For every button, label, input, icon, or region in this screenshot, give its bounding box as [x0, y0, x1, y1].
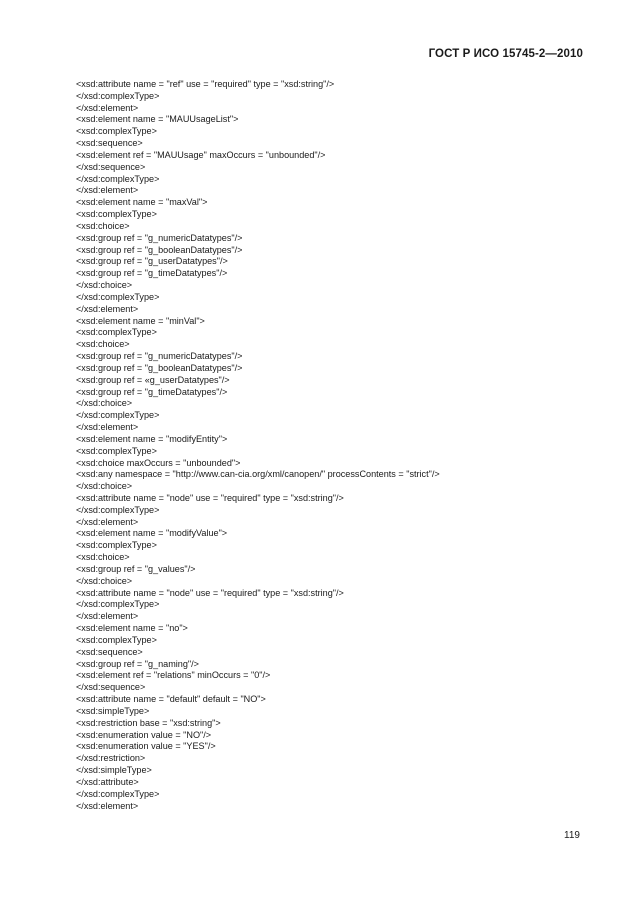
code-line: <xsd:choice> — [76, 339, 130, 350]
code-line: <xsd:sequence> — [76, 138, 143, 149]
code-line: </xsd:choice> — [76, 280, 133, 291]
code-line: <xsd:element name = "modifyEntity"> — [76, 433, 228, 444]
code-line: <xsd:attribute name = "ref" use = "required" type = "xsd:string"/> — [76, 79, 335, 89]
code-line: <xsd:group ref = "g_naming"/> — [76, 658, 199, 669]
code-line: <xsd:complexType> — [76, 209, 157, 220]
code-line: </xsd:element> — [76, 102, 139, 113]
code-line: <xsd:element name = "maxVal"> — [76, 197, 208, 208]
code-line: <xsd:complexType> — [76, 126, 157, 137]
code-line: <xsd:group ref = "g_userDatatypes"/> — [76, 256, 228, 267]
standard-header: ГОСТ Р ИСО 15745-2—2010 — [428, 48, 583, 60]
code-line: <xsd:any namespace = "http://www.can-cia.org/xml/canopen/" processContents = "strict"/> — [76, 469, 440, 480]
code-line: <xsd:choice> — [76, 552, 130, 563]
code-line: </xsd:sequence> — [76, 682, 146, 693]
code-line: </xsd:element> — [76, 303, 139, 314]
code-line: <xsd:element name = "no"> — [76, 623, 188, 634]
code-line: <xsd:group ref = "g_numericDatatypes"/> — [76, 351, 243, 362]
code-line: </xsd:complexType> — [76, 291, 160, 302]
code-line: <xsd:group ref = "g_timeDatatypes"/> — [76, 386, 228, 397]
code-line: </xsd:complexType> — [76, 504, 160, 515]
code-line: <xsd:group ref = «g_userDatatypes"/> — [76, 374, 230, 385]
code-line: <xsd:sequence> — [76, 646, 143, 657]
code-line: </xsd:choice> — [76, 398, 133, 409]
code-line: <xsd:complexType> — [76, 540, 157, 551]
code-line: <xsd:group ref = "g_numericDatatypes"/> — [76, 232, 243, 243]
code-line: <xsd:attribute name = "node" use = "required" type = "xsd:string"/> — [76, 492, 344, 503]
code-line: <xsd:group ref = "g_timeDatatypes"/> — [76, 268, 228, 279]
code-line: </xsd:complexType> — [76, 90, 160, 101]
code-line: </xsd:complexType> — [76, 599, 160, 610]
code-line: <xsd:group ref = "g_values"/> — [76, 563, 196, 574]
code-line: <xsd:simpleType> — [76, 705, 150, 716]
code-line: </xsd:complexType> — [76, 173, 160, 184]
code-line: <xsd:group ref = "g_booleanDatatypes"/> — [76, 244, 243, 255]
code-line: <xsd:element ref = "MAUUsage" maxOccurs = "unbounded"/> — [76, 149, 326, 160]
code-line: </xsd:element> — [76, 185, 139, 196]
code-line: </xsd:element> — [76, 800, 139, 811]
code-line: <xsd:element name = "modifyValue"> — [76, 528, 228, 539]
page-number: 119 — [564, 830, 580, 841]
code-line: <xsd:complexType> — [76, 445, 157, 456]
code-line: <xsd:complexType> — [76, 634, 157, 645]
code-line: </xsd:element> — [76, 611, 139, 622]
code-line: </xsd:attribute> — [76, 776, 139, 787]
code-line: <xsd:element name = "minVal"> — [76, 315, 205, 326]
code-line: </xsd:complexType> — [76, 410, 160, 421]
code-line: </xsd:element> — [76, 516, 139, 527]
code-line: </xsd:choice> — [76, 575, 133, 586]
code-line: <xsd:choice maxOccurs = "unbounded"> — [76, 457, 241, 468]
code-line: </xsd:complexType> — [76, 788, 160, 799]
code-line: <xsd:element name = "MAUUsageList"> — [76, 114, 239, 125]
code-line: <xsd:group ref = "g_booleanDatatypes"/> — [76, 362, 243, 373]
code-line: <xsd:restriction base = "xsd:string"> — [76, 717, 221, 728]
code-line: <xsd:attribute name = "node" use = "required" type = "xsd:string"/> — [76, 587, 344, 598]
code-line: </xsd:choice> — [76, 481, 133, 492]
code-line: <xsd:enumeration value = "NO"/> — [76, 729, 212, 740]
code-line: </xsd:element> — [76, 422, 139, 433]
code-line: <xsd:attribute name = "default" default = "NO"> — [76, 694, 266, 705]
code-line: <xsd:choice> — [76, 220, 130, 231]
code-line: <xsd:complexType> — [76, 327, 157, 338]
code-line: <xsd:element ref = "relations" minOccurs = "0"/> — [76, 670, 271, 681]
code-line: <xsd:enumeration value = "YES"/> — [76, 741, 216, 752]
xsd-code-block — [76, 79, 576, 812]
code-line: </xsd:simpleType> — [76, 765, 152, 776]
code-line: </xsd:restriction> — [76, 753, 146, 764]
code-line: </xsd:sequence> — [76, 161, 146, 172]
